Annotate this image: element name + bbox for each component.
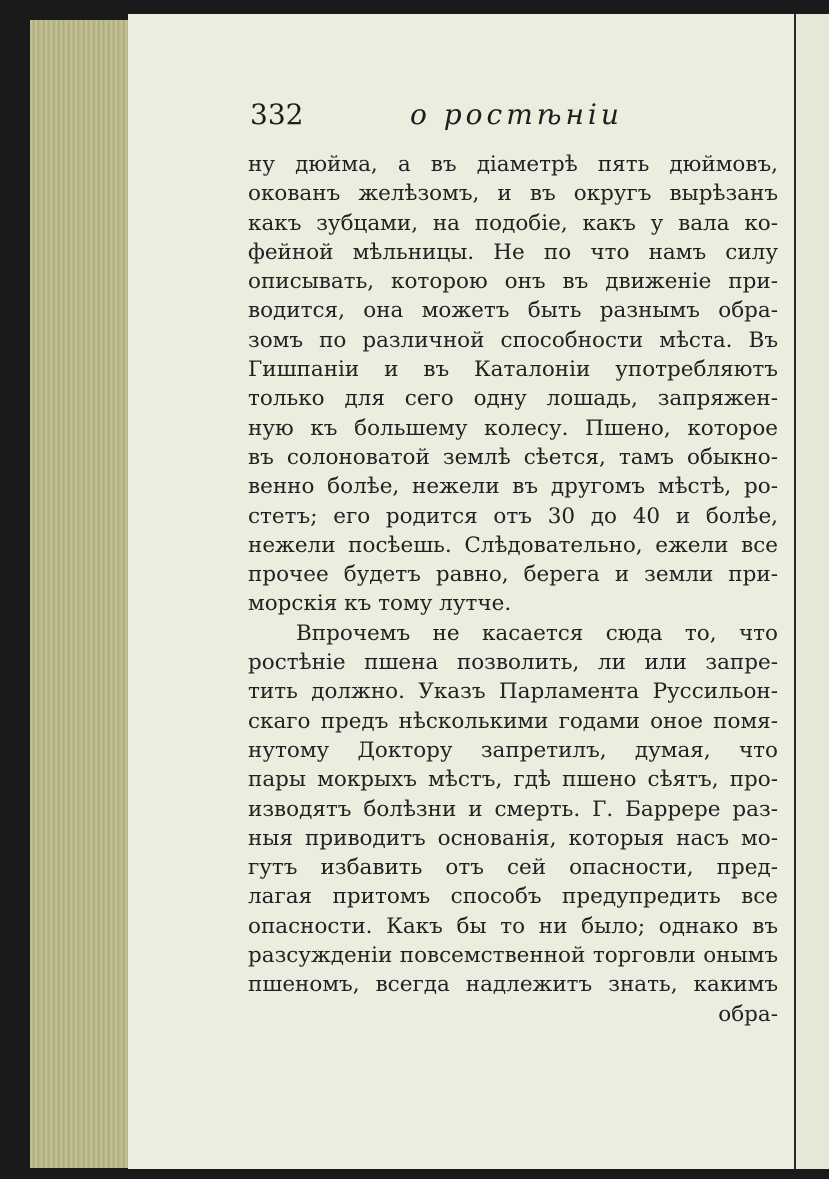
text-line: гутъ избавить отъ сей опасности, пред-: [248, 855, 778, 881]
text-line: лагая притомъ способъ предупредить все: [248, 884, 778, 910]
text-line: разсужденіи повсемственной торговли онымъ: [248, 943, 778, 969]
catchword: обра-: [718, 1001, 778, 1027]
text-line: водится, она можетъ быть разнымъ обра-: [248, 298, 778, 324]
text-line: венно болѣе, нежели въ другомъ мѣстѣ, ро-: [248, 474, 778, 500]
page-edge: [30, 20, 130, 1168]
text-line: опасности. Какъ бы то ни было; однако въ: [248, 913, 778, 939]
text-line: морскія къ тому лутче.: [248, 591, 512, 617]
text-line: скаго предъ нѣсколькими годами оное помя-: [248, 708, 778, 734]
facing-page: [794, 14, 829, 1169]
text-line: какъ зубцами, на подобіе, какъ у вала ко-: [248, 210, 778, 236]
text-line: только для сего одну лошадь, запряжен-: [248, 386, 778, 412]
text-line: пары мокрыхъ мѣстъ, гдѣ пшено сѣятъ, про-: [248, 767, 778, 793]
page-number: 332: [250, 98, 304, 131]
text-line: нутому Доктору запретилъ, думая, что: [248, 737, 778, 763]
text-line: фейной мѣльницы. Не по что намъ силу: [248, 239, 778, 265]
body-text: [248, 150, 778, 1029]
text-line: ростѣніе пшена позволить, ли или запре-: [248, 650, 778, 676]
text-line: окованъ желѣзомъ, и въ округъ вырѣзанъ: [248, 181, 778, 207]
text-line: Гишпаніи и въ Каталоніи употребляютъ: [248, 357, 778, 383]
text-line: нежели посѣешь. Слѣдовательно, ежели все: [248, 532, 778, 558]
text-line: описывать, которою онъ въ движеніе при-: [248, 269, 778, 295]
text-line: ныя приводитъ основанія, которыя насъ мо-: [248, 825, 778, 851]
page-header: [250, 98, 790, 138]
running-title: о ростѣніи: [410, 98, 623, 131]
text-line: тить должно. Указъ Парламента Руссильон-: [248, 679, 778, 705]
text-line: прочее будетъ равно, берега и земли при-: [248, 562, 778, 588]
text-line: пшеномъ, всегда надлежитъ знать, какимъ: [248, 972, 778, 998]
text-line: изводятъ болѣзни и смерть. Г. Баррере раз-: [248, 796, 778, 822]
text-line: ну дюйма, а въ діаметрѣ пять дюймовъ,: [248, 152, 778, 177]
paragraph-start-line: Впрочемъ не касается сюда то, что: [296, 620, 778, 646]
text-line: стетъ; его родится отъ 30 до 40 и болѣе,: [248, 503, 778, 529]
text-line: въ солоноватой землѣ сѣется, тамъ обыкно-: [248, 444, 778, 470]
text-line: зомъ по различной способности мѣста. Въ: [248, 327, 778, 353]
text-line: ную къ большему колесу. Пшено, которое: [248, 415, 778, 441]
